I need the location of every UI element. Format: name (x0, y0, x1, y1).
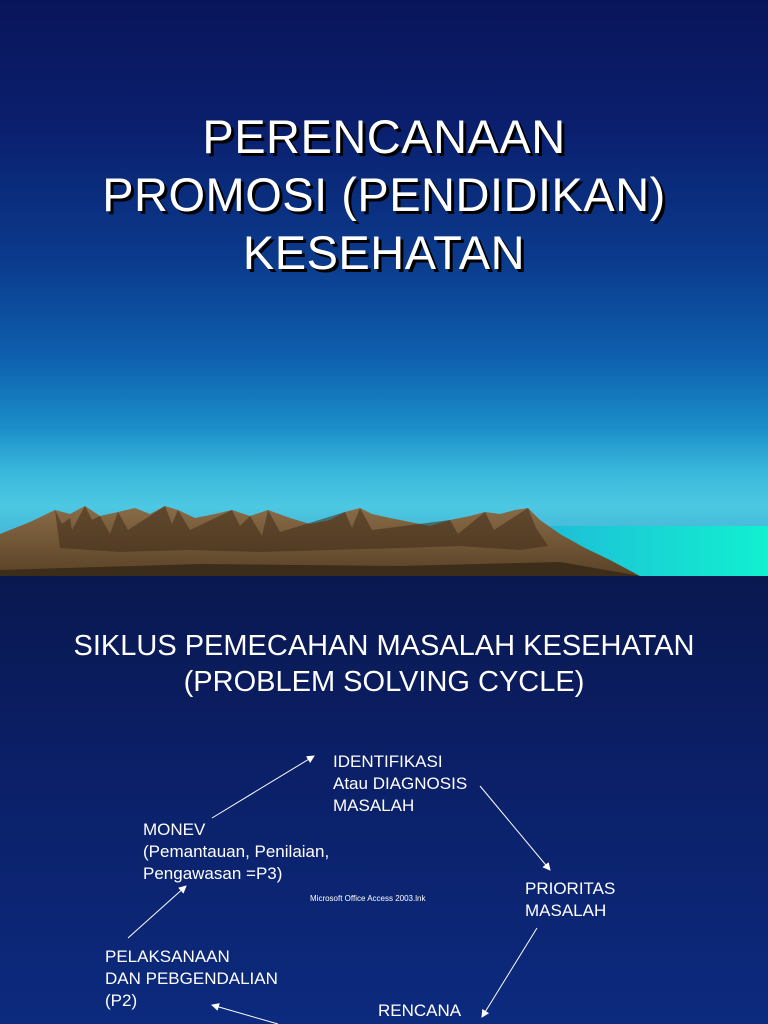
cycle-slide (0, 576, 768, 1024)
cycle-title-line-1: SIKLUS PEMECAHAN MASALAH KESEHATAN (73, 630, 695, 662)
arrow-identifikasi-to-prioritas (480, 786, 550, 870)
cycle-title-line-2: (PROBLEM SOLVING CYCLE) (183, 666, 585, 698)
node-pelaksanaan: PELAKSANAAN DAN PEBGENDALIAN (P2) (105, 947, 278, 1010)
title-line-1: PERENCANAAN (202, 110, 566, 163)
title-line-3: KESEHATAN (242, 226, 526, 279)
cycle-arrows (0, 576, 768, 1024)
title-line-2: PROMOSI (PENDIDIKAN) (102, 168, 666, 221)
arrow-prioritas-to-rencana (482, 928, 537, 1017)
arrow-monev-to-identifikasi (212, 756, 314, 818)
slide-title (0, 108, 768, 282)
arrow-rencana-to-pelaksanaan (212, 1005, 278, 1024)
shortcut-caption: Microsoft Office Access 2003.lnk (310, 894, 426, 903)
node-rencana: RENCANA (378, 1001, 462, 1020)
mountain-landscape (0, 490, 768, 576)
node-identifikasi: IDENTIFIKASI Atau DIAGNOSIS MASALAH (333, 752, 468, 815)
arrow-pelaksanaan-to-monev (128, 886, 186, 938)
node-prioritas: PRIORITAS MASALAH (525, 879, 616, 920)
node-monev: MONEV (Pemantauan, Penilaian, Pengawasan =P3) (143, 820, 330, 883)
